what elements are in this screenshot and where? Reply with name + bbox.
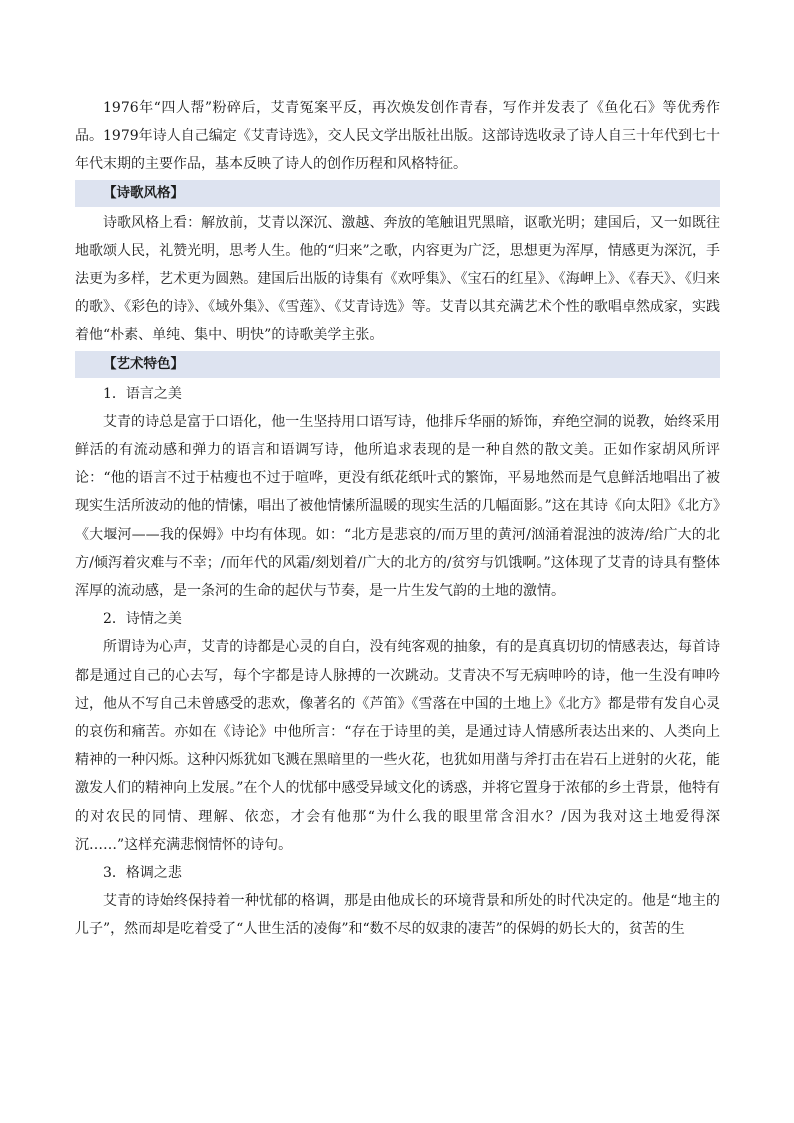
subheading-language-beauty: 1．语言之美: [103, 385, 182, 402]
poetic-emotion-paragraph: 所谓诗为心声，艾青的诗都是心灵的自白，没有纯客观的抽象，有的是真真切切的情感表达，每首诗都是通过自己的心去写，每个字都是诗人脉搏的一次跳动。艾青决不写无病呻吟的诗，他一生没有呻吟过，他从不写自己未曾感受的悲欢，像著名的《芦笛》《雪落在中国的土地上》《北方》都是带有发自心灵的哀伤和痛苦。亦如在《诗论》中他所言：“存在于诗里的美，是通过诗人情感所表达出来的、人类向上精神的一种闪烁。这种闪烁犹如飞溅在黑暗里的一些火花，也犹如用凿与斧打击在岩石上迸射的火花，能激发人们的精神向上发展。”在个人的忧郁中感受异域文化的诱惑，并将它置身于浓郁的乡土背景，他特有的对农民的同情、理解、依恋，才会有他那“为什么我的眼里常含泪水？/因为我对这土地爱得深沉……”这样充满悲悯情怀的诗句。: [75, 639, 720, 853]
poetry-style-paragraph: 诗歌风格上看：解放前，艾青以深沉、激越、奔放的笔触诅咒黑暗，讴歌光明；建国后，又一如既往地歌颂人民，礼赞光明，思考人生。他的“归来”之歌，内容更为广泛，思想更为浑厚，情感更为深沉，手法更为多样，艺术更为圆熟。建国后出版的诗集有《欢呼集》、《宝石的红星》、《海岬上》、《春天》、《归来的歌》、《彩色的诗》、《域外集》、《雪莲》、《艾青诗选》等。艾青以其充满艺术个性的歌唱卓然成家，实践着他“朴素、单纯、集中、明快”的诗歌美学主张。: [75, 214, 720, 344]
intro-paragraph: 1976年“四人帮”粉碎后，艾青冤案平反，再次焕发创作青春，写作并发表了《鱼化石》等优秀作品。1979年诗人自己编定《艾青诗选》，交人民文学出版社出版。这部诗选收录了诗人自三十年代到七十年代末期的主要作品，基本反映了诗人的创作历程和风格特征。: [75, 100, 720, 173]
subheading-poetic-emotion: 2．诗情之美: [103, 611, 182, 628]
document-body: [75, 94, 720, 944]
subheading-melancholy-tone: 3．格调之悲: [103, 865, 182, 882]
section-heading-artistic-features: 【艺术特色】: [75, 351, 720, 378]
melancholy-tone-paragraph: 艾青的诗始终保持着一种忧郁的格调，那是由他成长的环境背景和所处的时代决定的。他是“地主的儿子”，然而却是吃着受了“人世生活的凌侮”和“数不尽的奴隶的凄苦”的保姆的奶长大的，贫苦的生: [75, 893, 720, 938]
language-beauty-paragraph: 艾青的诗总是富于口语化，他一生坚持用口语写诗，他排斥华丽的矫饰，弃绝空洞的说教，始终采用鲜活的有流动感和弹力的语言和语调写诗，他所追求表现的是一种自然的散文美。正如作家胡风所评论：“他的语言不过于枯瘦也不过于喧哗，更没有纸花纸叶式的繁饰，平易地然而是气息鲜活地唱出了被现实生活所波动的他的情愫，唱出了被他情愫所温暖的现实生活的几幅面影。”这在其诗《向太阳》《北方》《大堰河——我的保姆》中均有体现。如：“北方是悲哀的/而万里的黄河/汹涌着混浊的波涛/给广大的北方/倾泻着灾难与不幸；/而年代的风霜/刻划着/广大的北方的/贫穷与饥饿啊。”这体现了艾青的诗具有整体浑厚的流动感，是一条河的生命的起伏与节奏，是一片生发气韵的土地的激情。: [75, 413, 720, 600]
section-heading-poetry-style: 【诗歌风格】: [75, 180, 720, 207]
